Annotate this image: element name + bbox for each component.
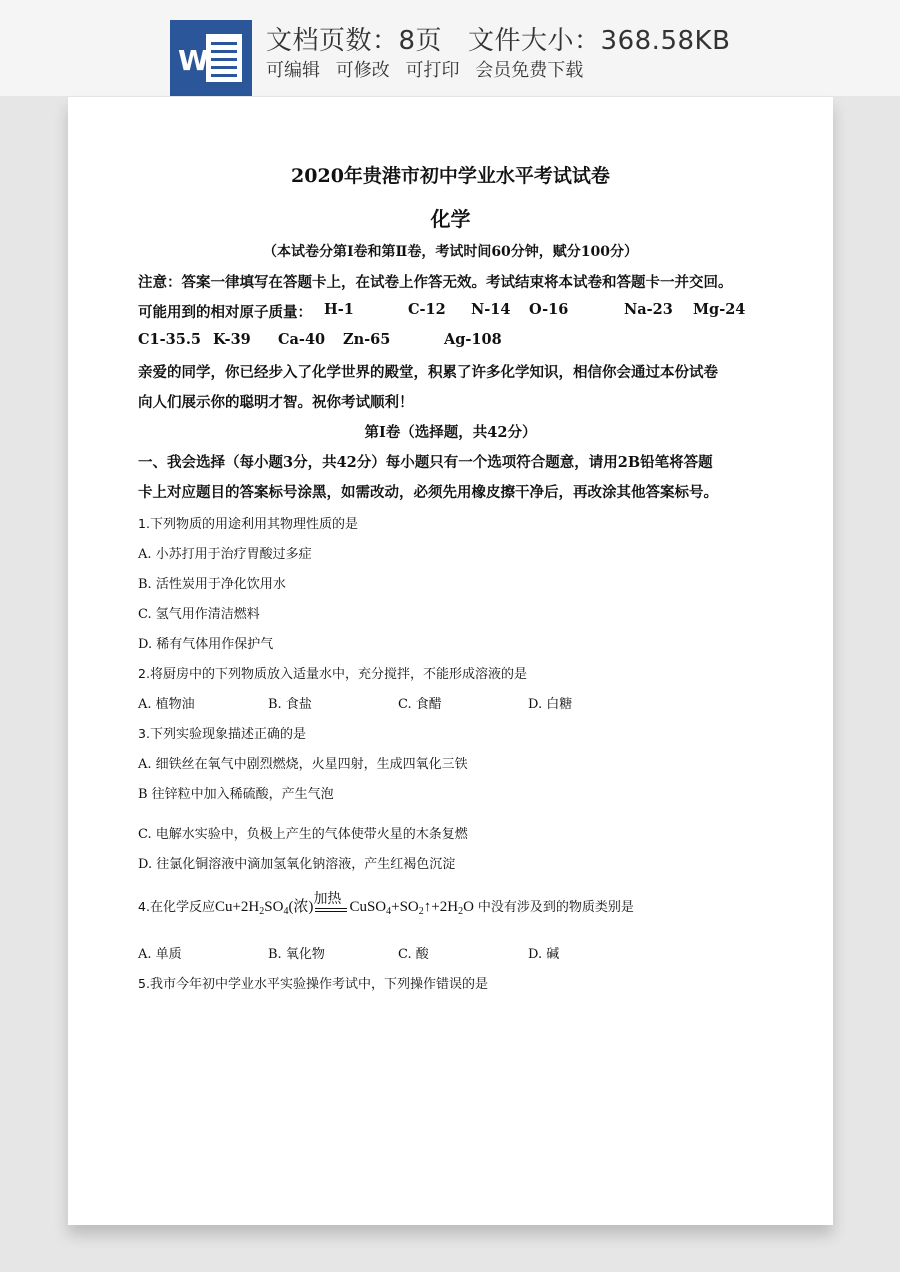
question-3-option-c: C. 电解水实验中，负极上产生的气体使带火星的木条复燃 bbox=[138, 827, 468, 842]
notice-line: 注意：答案一律填写在答题卡上，在试卷上作答无效。考试结束将本试卷和答题卡一并交回。 bbox=[138, 274, 733, 291]
atomic-mass-row-1 bbox=[138, 301, 312, 322]
question-2-stem: 将厨房中的下列物质放入适量水中，充分搅拌，不能形成溶液的是 bbox=[149, 667, 527, 682]
question-4-option-a: A. 单质 bbox=[138, 947, 182, 962]
feature-editable: 可编辑 bbox=[266, 60, 320, 81]
word-document-icon bbox=[170, 20, 252, 96]
feature-printable: 可打印 bbox=[405, 60, 460, 81]
atomic-na: Na-23 bbox=[624, 301, 673, 318]
atomic-ca: Ca-40 bbox=[278, 331, 326, 348]
exam-subject: 化学 bbox=[430, 207, 471, 231]
feature-list bbox=[266, 56, 593, 82]
question-4-option-c: C. 酸 bbox=[398, 947, 429, 962]
question-5-number: 5. bbox=[138, 976, 150, 991]
question-1-option-a: A. 小苏打用于治疗胃酸过多症 bbox=[138, 547, 312, 562]
greeting-line-1: 亲爱的同学，你已经步入了化学世界的殿堂，积累了许多化学知识，相信你会通过本份试卷 bbox=[138, 364, 718, 381]
eq-product-cuso: CuSO bbox=[349, 899, 387, 915]
question-2-option-c: C. 食醋 bbox=[398, 697, 442, 712]
page-count: 文档页数：8页 bbox=[266, 26, 443, 56]
atomic-o: O-16 bbox=[529, 301, 569, 318]
question-1-stem: 下列物质的用途利用其物理性质的是 bbox=[149, 517, 358, 532]
atomic-mass-label: 可能用到的相对原子质量： bbox=[138, 304, 312, 321]
reaction-equation bbox=[214, 891, 474, 917]
question-4-option-b: B. 氧化物 bbox=[268, 947, 325, 962]
word-icon-letter: W bbox=[178, 44, 209, 77]
eq-concentrated: (浓) bbox=[288, 899, 314, 915]
atomic-c: C-12 bbox=[408, 301, 446, 318]
atomic-cl: C1-35.5 bbox=[138, 331, 201, 348]
eq-sub-2: 2 bbox=[259, 906, 265, 917]
question-1-option-c: C. 氢气用作清洁燃料 bbox=[138, 607, 260, 622]
eq-sub-4b: 4 bbox=[386, 906, 392, 917]
question-4-option-d: D. 碱 bbox=[528, 947, 560, 962]
question-2-option-d: D. 白糖 bbox=[528, 697, 573, 712]
question-3 bbox=[138, 723, 306, 742]
question-3-stem: 下列实验现象描述正确的是 bbox=[149, 727, 306, 742]
question-2-option-a: A. 植物油 bbox=[138, 697, 195, 712]
question-3-option-d: D. 往氯化铜溶液中滴加氢氧化钠溶液，产生红褐色沉淀 bbox=[138, 857, 456, 872]
eq-product-o: O bbox=[463, 899, 474, 915]
question-3-option-b: B 往锌粒中加入稀硫酸，产生气泡 bbox=[138, 787, 334, 802]
eq-sub-2c: 2 bbox=[458, 906, 464, 917]
question-4 bbox=[138, 891, 634, 917]
atomic-ag: Ag-108 bbox=[444, 331, 502, 348]
exam-title: 2020年贵港市初中学业水平考试试卷 bbox=[291, 165, 610, 187]
question-1-option-b: B. 活性炭用于净化饮用水 bbox=[138, 577, 286, 592]
question-4-number: 4. bbox=[138, 899, 150, 914]
part1-instruction-2: 卡上对应题目的答案标号涂黑，如需改动，必须先用橡皮擦干净后，再改涂其他答案标号。 bbox=[138, 484, 718, 501]
eq-reactant-so: SO bbox=[264, 899, 284, 915]
eq-condition-heat: 加热 bbox=[313, 891, 342, 907]
question-3-number: 3. bbox=[138, 726, 150, 741]
eq-sub-2b: 2 bbox=[418, 906, 424, 917]
feature-member-download: 会员免费下载 bbox=[475, 60, 584, 81]
eq-sub-4: 4 bbox=[283, 906, 289, 917]
atomic-zn: Zn-65 bbox=[343, 331, 391, 348]
question-1-option-d: D. 稀有气体用作保护气 bbox=[138, 637, 274, 652]
exam-instructions: （本试卷分第Ⅰ卷和第Ⅱ卷，考试时间60分钟，赋分100分） bbox=[262, 244, 639, 260]
document-page bbox=[68, 97, 833, 1225]
file-size: 文件大小：368.58KB bbox=[468, 26, 731, 56]
question-5-stem: 我市今年初中学业水平实验操作考试中，下列操作错误的是 bbox=[149, 977, 488, 992]
atomic-n: N-14 bbox=[471, 301, 511, 318]
download-banner bbox=[0, 0, 900, 96]
question-1 bbox=[138, 513, 358, 532]
atomic-mg: Mg-24 bbox=[693, 301, 746, 318]
question-4-prefix: 在化学反应 bbox=[149, 900, 215, 915]
part1-instruction-1: 一、我会选择（每小题3分，共42分）每小题只有一个选项符合题意，请用2B铅笔将答题 bbox=[138, 454, 713, 471]
atomic-k: K-39 bbox=[213, 331, 251, 348]
section-title: 第Ⅰ卷（选择题，共42分） bbox=[364, 424, 537, 441]
question-4-suffix: 中没有涉及到的物质类别是 bbox=[477, 900, 634, 915]
question-2-option-b: B. 食盐 bbox=[268, 697, 312, 712]
feature-modifiable: 可修改 bbox=[335, 60, 390, 81]
question-2-options bbox=[138, 693, 658, 712]
eq-reactant-cu: Cu+2H bbox=[214, 899, 260, 915]
file-info bbox=[266, 20, 730, 57]
question-5 bbox=[138, 973, 488, 992]
question-2-number: 2. bbox=[138, 666, 150, 681]
question-3-option-a: A. 细铁丝在氧气中剧烈燃烧，火星四射，生成四氧化三铁 bbox=[138, 757, 468, 772]
eq-product-so: +SO bbox=[391, 899, 419, 915]
question-1-number: 1. bbox=[138, 516, 150, 531]
eq-product-water: ↑+2H bbox=[423, 899, 459, 915]
greeting-line-2: 向人们展示你的聪明才智。祝你考试顺利！ bbox=[138, 394, 414, 411]
eq-heating-arrow bbox=[313, 891, 347, 917]
question-2 bbox=[138, 663, 527, 682]
atomic-h: H-1 bbox=[324, 301, 354, 318]
question-4-options bbox=[138, 943, 658, 962]
